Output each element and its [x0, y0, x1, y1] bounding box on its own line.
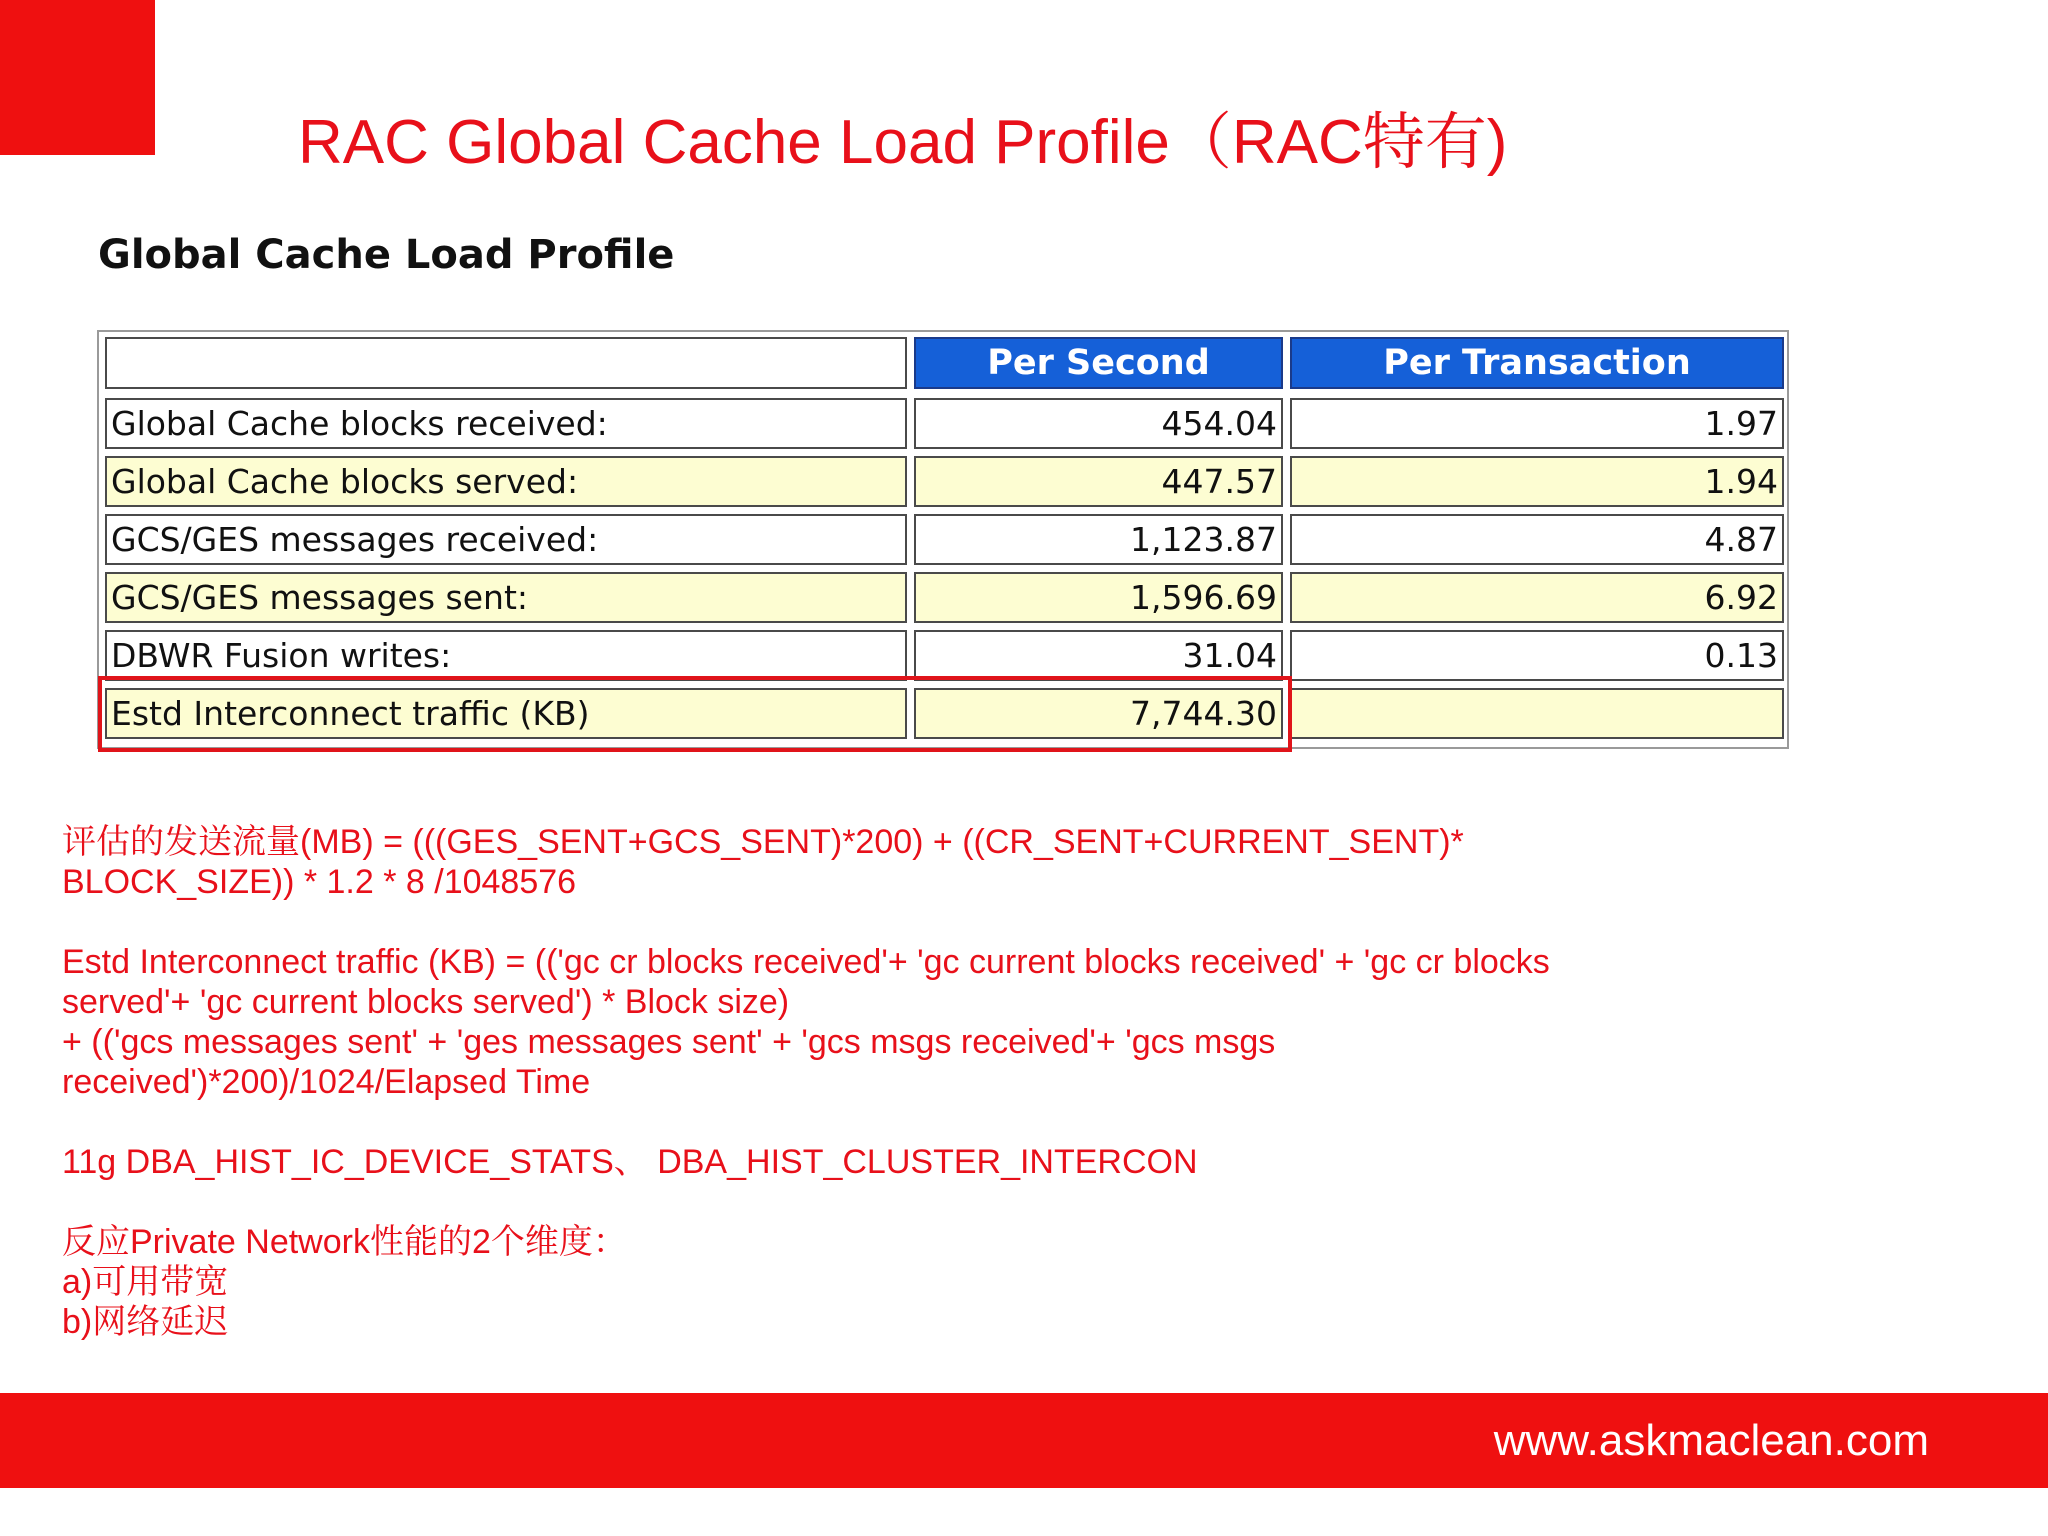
row-label: GCS/GES messages sent:	[105, 572, 907, 623]
note-line: a)可用带宽	[62, 1263, 229, 1301]
note-line: + (('gcs messages sent' + 'ges messages sent' + 'gcs msgs received'+ 'gcs msgs	[62, 1023, 1276, 1061]
row-label: Global Cache blocks served:	[105, 456, 907, 507]
note-line: received')*200)/1024/Elapsed Time	[62, 1063, 591, 1101]
row-per-second: 1,596.69	[914, 572, 1283, 623]
row-per-second: 7,744.30	[914, 688, 1283, 739]
row-label: DBWR Fusion writes:	[105, 630, 907, 681]
header-per-transaction: Per Transaction	[1290, 337, 1784, 389]
row-per-transaction	[1290, 688, 1784, 739]
row-per-second: 454.04	[914, 398, 1283, 449]
note-line: 11g DBA_HIST_IC_DEVICE_STATS、 DBA_HIST_CLUSTER_INTERCON	[62, 1143, 1198, 1181]
note-line: Estd Interconnect traffic (KB) = (('gc cr blocks received'+ 'gc current blocks received' + 'gc cr blocks	[62, 943, 1550, 981]
notes-block	[62, 822, 1762, 1342]
note-spacer	[62, 902, 1762, 942]
footer-url: www.askmaclean.com	[1493, 1416, 1929, 1465]
note-line: b)网络延迟	[62, 1303, 229, 1341]
row-per-second: 1,123.87	[914, 514, 1283, 565]
note-line: BLOCK_SIZE)) * 1.2 * 8 /1048576	[62, 863, 577, 901]
note-line: 评估的发送流量(MB) = (((GES_SENT+GCS_SENT)*200) + ((CR_SENT+CURRENT_SENT)*	[62, 823, 1464, 861]
highlight-box	[98, 676, 1292, 752]
slide-title: RAC Global Cache Load Profile（RAC特有)	[298, 108, 1508, 177]
note-spacer	[62, 1182, 1762, 1222]
row-label: GCS/GES messages received:	[105, 514, 907, 565]
row-label: Estd Interconnect traffic (KB)	[105, 688, 907, 739]
row-per-transaction: 1.97	[1290, 398, 1784, 449]
note-line: 反应Private Network性能的2个维度：	[62, 1223, 627, 1261]
report-heading: Global Cache Load Profile	[98, 232, 675, 278]
row-per-second: 31.04	[914, 630, 1283, 681]
corner-accent-block	[0, 0, 155, 155]
header-per-second: Per Second	[914, 337, 1283, 389]
row-per-second: 447.57	[914, 456, 1283, 507]
note-line: served'+ 'gc current blocks served') * Block size)	[62, 983, 790, 1021]
row-per-transaction: 6.92	[1290, 572, 1784, 623]
row-per-transaction: 4.87	[1290, 514, 1784, 565]
header-blank-cell	[105, 337, 907, 389]
note-spacer	[62, 1102, 1762, 1142]
row-per-transaction: 1.94	[1290, 456, 1784, 507]
row-label: Global Cache blocks received:	[105, 398, 907, 449]
row-per-transaction: 0.13	[1290, 630, 1784, 681]
